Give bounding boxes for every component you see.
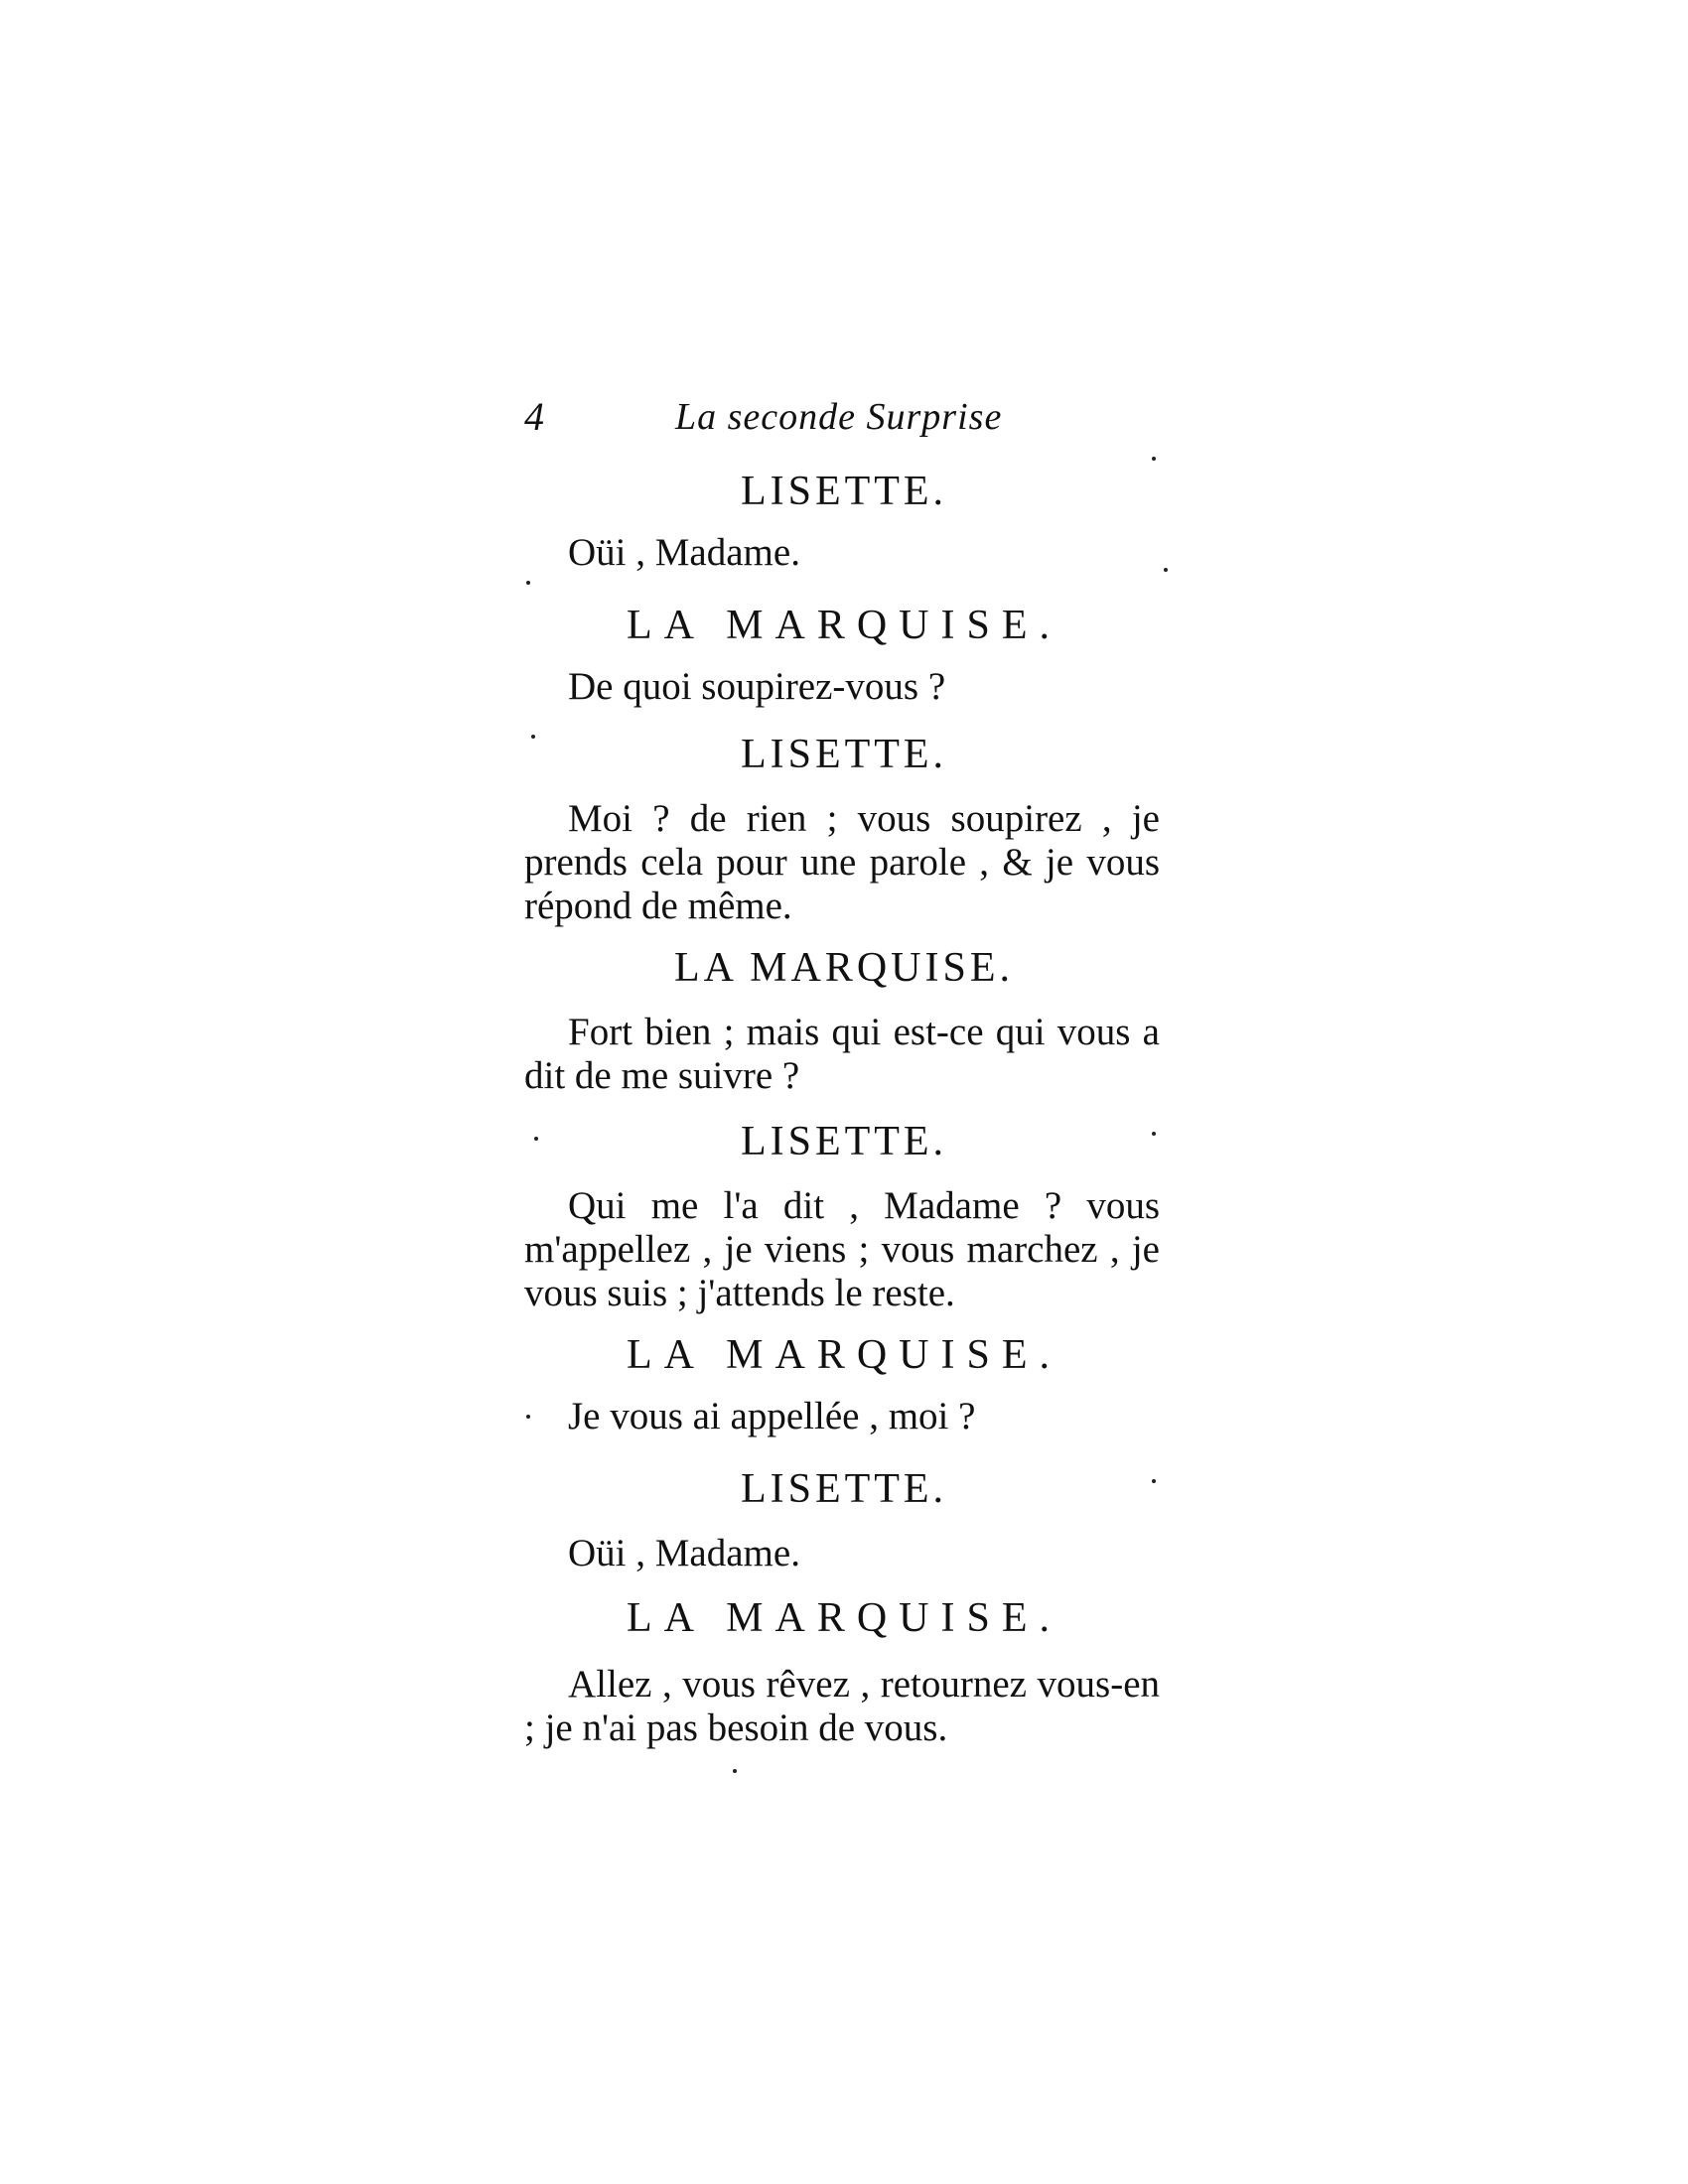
speaker-name: LA MARQUISE. <box>673 945 1015 991</box>
scan-speck <box>1152 1132 1156 1136</box>
scan-speck <box>1152 1479 1156 1483</box>
page-number: 4 <box>524 394 544 439</box>
scan-speck <box>1152 457 1156 461</box>
scan-speck <box>1164 568 1168 572</box>
scan-speck <box>526 1415 530 1419</box>
scan-speck <box>531 735 535 739</box>
speaker-name: LISETTE. <box>740 1466 948 1512</box>
speech-text: Fort bien ; mais qui est-ce qui vous a dit de me suivre ? <box>524 1011 1160 1097</box>
speaker-name: LISETTE. <box>740 1119 948 1164</box>
scan-speck <box>733 1769 737 1773</box>
speech-text: Oüi , Madame. <box>568 1532 800 1574</box>
scan-speck <box>526 581 530 585</box>
speech-text: Allez , vous rêvez , retournez vous-en ; je n'ai pas besoin de vous. <box>524 1663 1160 1749</box>
running-title: La seconde Surprise <box>675 396 1003 438</box>
speaker-name: LISETTE. <box>740 732 948 777</box>
scan-speck <box>534 1137 538 1141</box>
speaker-name: LA MARQUISE. <box>626 1332 1062 1378</box>
speaker-name: LA MARQUISE. <box>626 603 1062 648</box>
speech-text: Qui me l'a dit , Madame ? vous m'appellez , je viens ; vous marchez , je vous suis ; j'attends le reste. <box>524 1184 1160 1314</box>
speaker-name: LA MARQUISE. <box>626 1595 1062 1641</box>
running-header <box>516 392 1172 452</box>
speech-text: Je vous ai appellée , moi ? <box>568 1395 976 1437</box>
speech-text: De quoi soupirez-vous ? <box>568 665 946 708</box>
speaker-name: LISETTE. <box>740 469 948 514</box>
speech-text: Oüi , Madame. <box>568 531 800 574</box>
speech-text: Moi ? de rien ; vous soupirez , je prends cela pour une parole , & je vous répond de même. <box>524 797 1160 927</box>
